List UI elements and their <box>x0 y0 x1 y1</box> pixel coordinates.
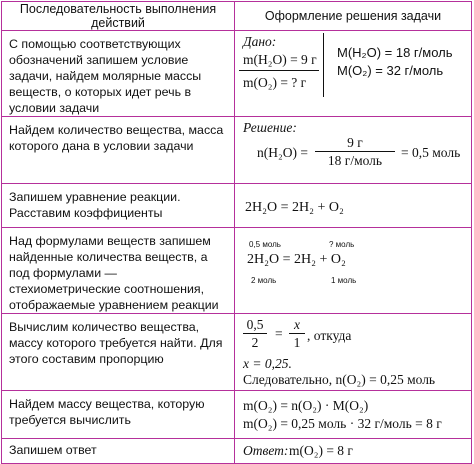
given-cell <box>235 31 472 117</box>
amount-result: = 0,5 моль <box>401 145 461 160</box>
fraction-denominator: 1 <box>293 335 301 350</box>
header-steps: Последовательность выполнения действий <box>2 2 235 31</box>
x-value: x = 0,25. <box>243 356 292 371</box>
step-text: Запишем уравнение реакции. Расставим коэффициенты <box>2 184 235 228</box>
reaction-equation: 2H₂O = 2H₂ + O₂ <box>247 252 346 267</box>
table-row <box>2 314 472 391</box>
amount-above-oxygen: ? моль <box>329 240 355 249</box>
step-text: Вычислим количество вещества, массу которого требуется найти. Для этого составим пропорцию <box>2 314 235 391</box>
ratio-below-water: 2 моль <box>251 276 277 285</box>
given-mass-water: m(H₂O) = 9 г <box>243 52 317 67</box>
proportion-fraction-right <box>289 317 305 350</box>
fraction-numerator: 0,5 <box>246 317 264 332</box>
step-text: Найдем количество вещества, масса которого дана в условии задачи <box>2 117 235 184</box>
fraction-denominator: 2 <box>251 335 259 350</box>
table-row <box>2 31 472 117</box>
answer-cell <box>235 439 472 464</box>
proportion-tail: , откуда <box>307 328 352 343</box>
molar-mass-oxygen: M(O₂) = 32 г/моль <box>337 63 444 78</box>
proportion-fraction-left <box>243 317 267 350</box>
equation-cell <box>235 184 472 228</box>
table-row <box>2 117 472 184</box>
step-text: Над формулами веществ запишем найденные количества веществ, а под формулами — стехиометрические соотношения, отображаемые уравнением реакции <box>2 228 235 314</box>
given-label: Дано: <box>243 34 277 49</box>
answer-label: Ответ: <box>243 443 289 458</box>
proportion-cell <box>235 314 472 391</box>
mass-calculation: m(O₂) = 0,25 моль · 32 г/моль = 8 г <box>243 416 442 431</box>
reaction-equation: 2H₂O = 2H₂ + O₂ <box>245 200 344 215</box>
fraction-numerator: x <box>294 317 300 332</box>
amount-above-water: 0,5 моль <box>249 240 281 249</box>
mass-cell <box>235 391 472 439</box>
step-text: Запишем ответ <box>2 439 235 464</box>
mass-formula: m(O₂) = n(O₂) · M(O₂) <box>243 398 369 413</box>
table-row <box>2 391 472 439</box>
fraction-numerator: 9 г <box>347 135 363 150</box>
step-text: Найдем массу вещества, которую требуется вычислить <box>2 391 235 439</box>
amount-fraction <box>315 135 395 168</box>
step-text: С помощью соответствующих обозначений запишем условие задачи, найдем молярные массы веществ, о которых идет речь в условии задачи <box>2 31 235 117</box>
solution-label: Решение: <box>243 120 297 135</box>
ratio-below-oxygen: 1 моль <box>331 276 357 285</box>
answer-value: m(O₂) = 8 г <box>289 443 353 458</box>
table-row <box>2 184 472 228</box>
fraction-denominator: 18 г/моль <box>327 153 383 168</box>
table-row <box>2 439 472 464</box>
amount-cell <box>235 117 472 184</box>
stoichiometry-cell <box>235 228 472 314</box>
given-mass-oxygen: m(O₂) = ? г <box>243 75 307 90</box>
solution-table <box>1 1 472 464</box>
proportion-equals: = <box>275 326 283 341</box>
table-row <box>2 228 472 314</box>
proportion-conclusion: Следовательно, n(O₂) = 0,25 моль <box>243 372 436 387</box>
amount-lhs: n(H₂O) = <box>257 145 308 160</box>
molar-mass-water: M(H₂O) = 18 г/моль <box>337 45 453 60</box>
header-solution: Оформление решения задачи <box>235 2 472 31</box>
